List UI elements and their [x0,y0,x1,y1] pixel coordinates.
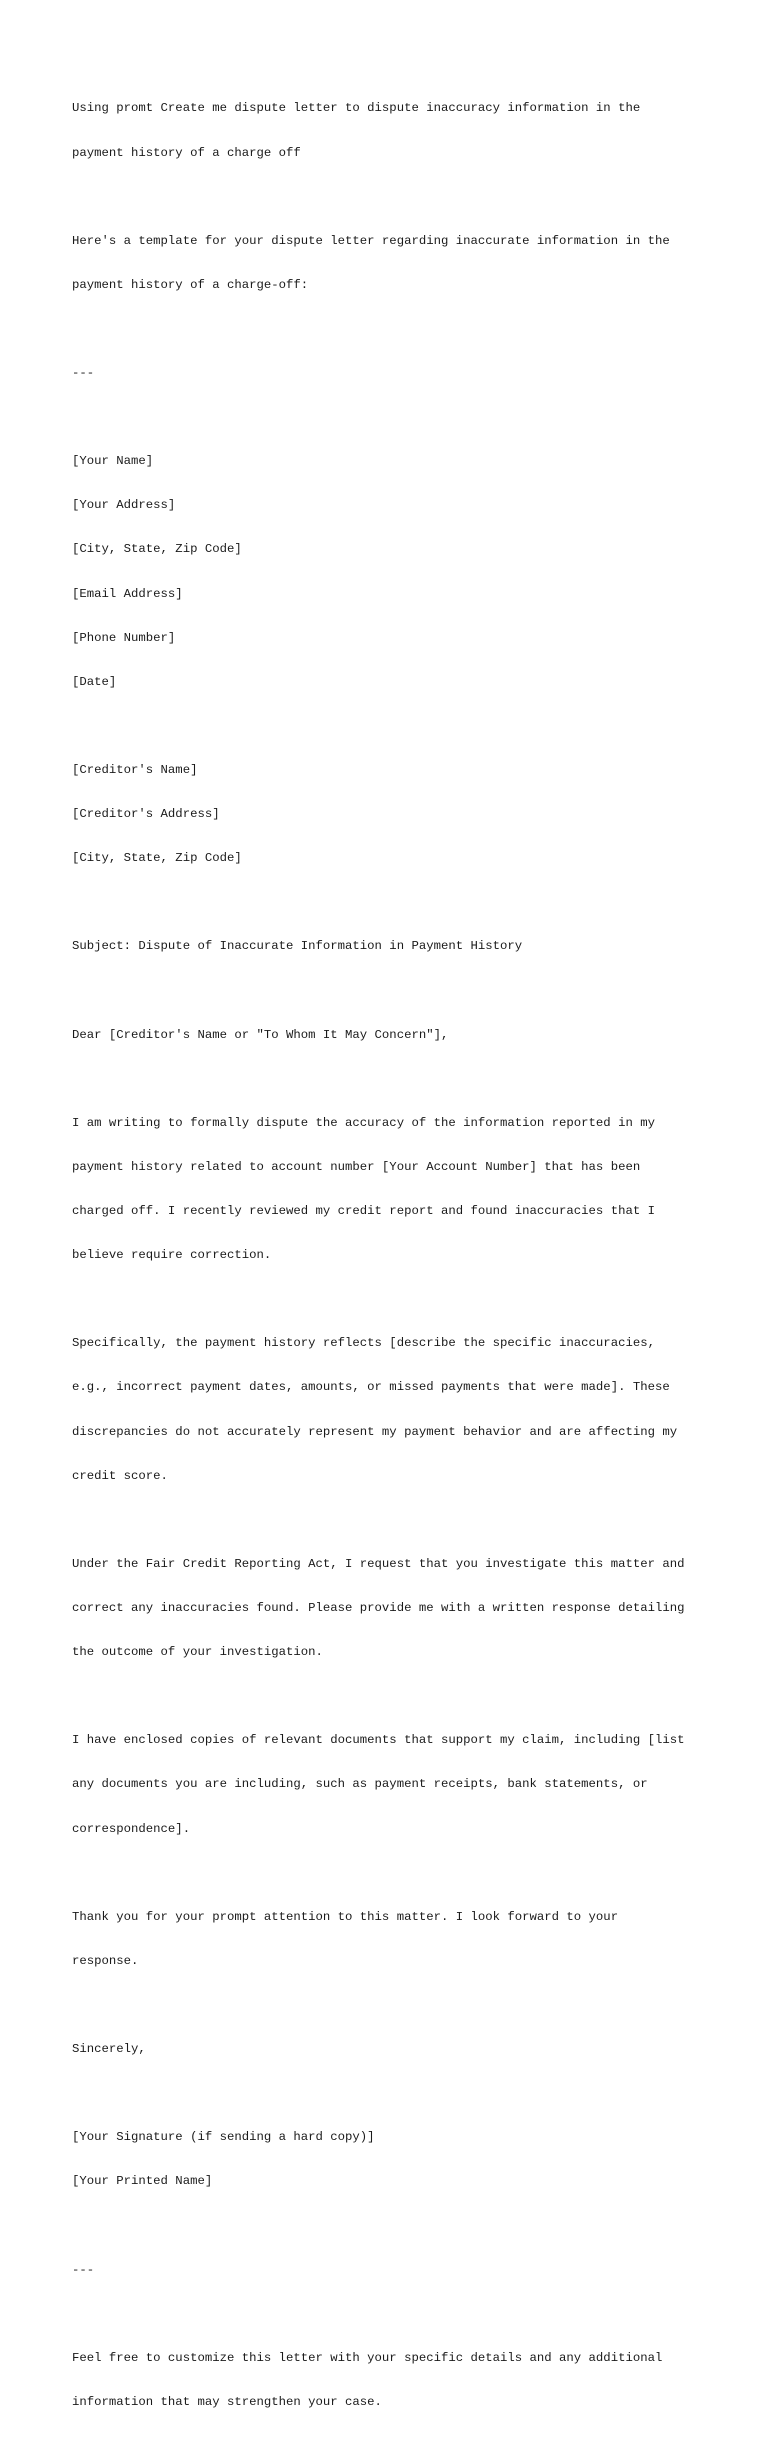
signature-placeholder: [Your Signature (if sending a hard copy)] [72,2130,375,2145]
salutation [72,998,712,1072]
text-line: information that may strengthen your case. [72,2394,382,2409]
separator [72,337,712,411]
text-line: correspondence]. [72,1821,191,1836]
text-line: I have enclosed copies of relevant documents that support my claim, including [list [72,1733,685,1748]
text-line: Under the Fair Credit Reporting Act, I request that you investigate this matter and [72,1556,685,1571]
closing [72,2013,712,2087]
text-line: Here's a template for your dispute letter regarding inaccurate information in the [72,233,670,248]
intro-paragraph [72,204,712,322]
text-line: correct any inaccuracies found. Please provide me with a written response detailing [72,1600,685,1615]
sender-address-block [72,425,712,719]
letter-date: [Date] [72,674,117,689]
text-line: Subject: Dispute of Inaccurate Information in Payment History [72,939,523,954]
sender-name: [Your Name] [72,454,154,469]
subject-line [72,910,712,984]
creditor-address: [Creditor's Address] [72,807,220,822]
printed-name-placeholder: [Your Printed Name] [72,2174,213,2189]
sender-email: [Email Address] [72,586,183,601]
text-line: Dear [Creditor's Name or "To Whom It May Concern"], [72,1027,449,1042]
creditor-name: [Creditor's Name] [72,762,198,777]
text-line: e.g., incorrect payment dates, amounts, or missed payments that were made]. These [72,1380,670,1395]
text-line: Thank you for your prompt attention to this matter. I look forward to your [72,1909,619,1924]
separator-line: --- [72,2262,95,2277]
text-line: Using promt Create me dispute letter to dispute inaccuracy information in the [72,101,641,116]
separator-line: --- [72,366,95,381]
text-line: payment history related to account number [Your Account Number] that has been [72,1159,641,1174]
text-line: payment history of a charge off [72,145,301,160]
text-line: credit score. [72,1468,168,1483]
text-line: Specifically, the payment history reflects [describe the specific inaccuracies, [72,1336,655,1351]
creditor-city-state-zip: [City, State, Zip Code] [72,851,242,866]
separator [72,2233,712,2307]
signature-block [72,2101,712,2219]
text-line: payment history of a charge-off: [72,277,309,292]
text-line: believe require correction. [72,1248,272,1263]
text-line: I am writing to formally dispute the accuracy of the information reported in my [72,1115,655,1130]
body-paragraph [72,1086,712,1292]
prompt-paragraph [72,72,712,190]
body-paragraph [72,1527,712,1689]
sender-city-state-zip: [City, State, Zip Code] [72,542,242,557]
text-line: charged off. I recently reviewed my credit report and found inaccuracies that I [72,1204,655,1219]
text-line: the outcome of your investigation. [72,1645,323,1660]
text-line: response. [72,1953,139,1968]
text-line: discrepancies do not accurately represent my payment behavior and are affecting my [72,1424,678,1439]
sender-address: [Your Address] [72,498,176,513]
text-line: Feel free to customize this letter with your specific details and any additional [72,2350,663,2365]
body-paragraph [72,1307,712,1513]
sender-phone: [Phone Number] [72,630,176,645]
document-page [72,72,712,2454]
body-paragraph [72,1880,712,1998]
text-line: Sincerely, [72,2042,146,2057]
body-paragraph [72,1704,712,1866]
closing-note [72,2321,712,2439]
text-line: any documents you are including, such as payment receipts, bank statements, or [72,1777,648,1792]
creditor-address-block [72,734,712,896]
